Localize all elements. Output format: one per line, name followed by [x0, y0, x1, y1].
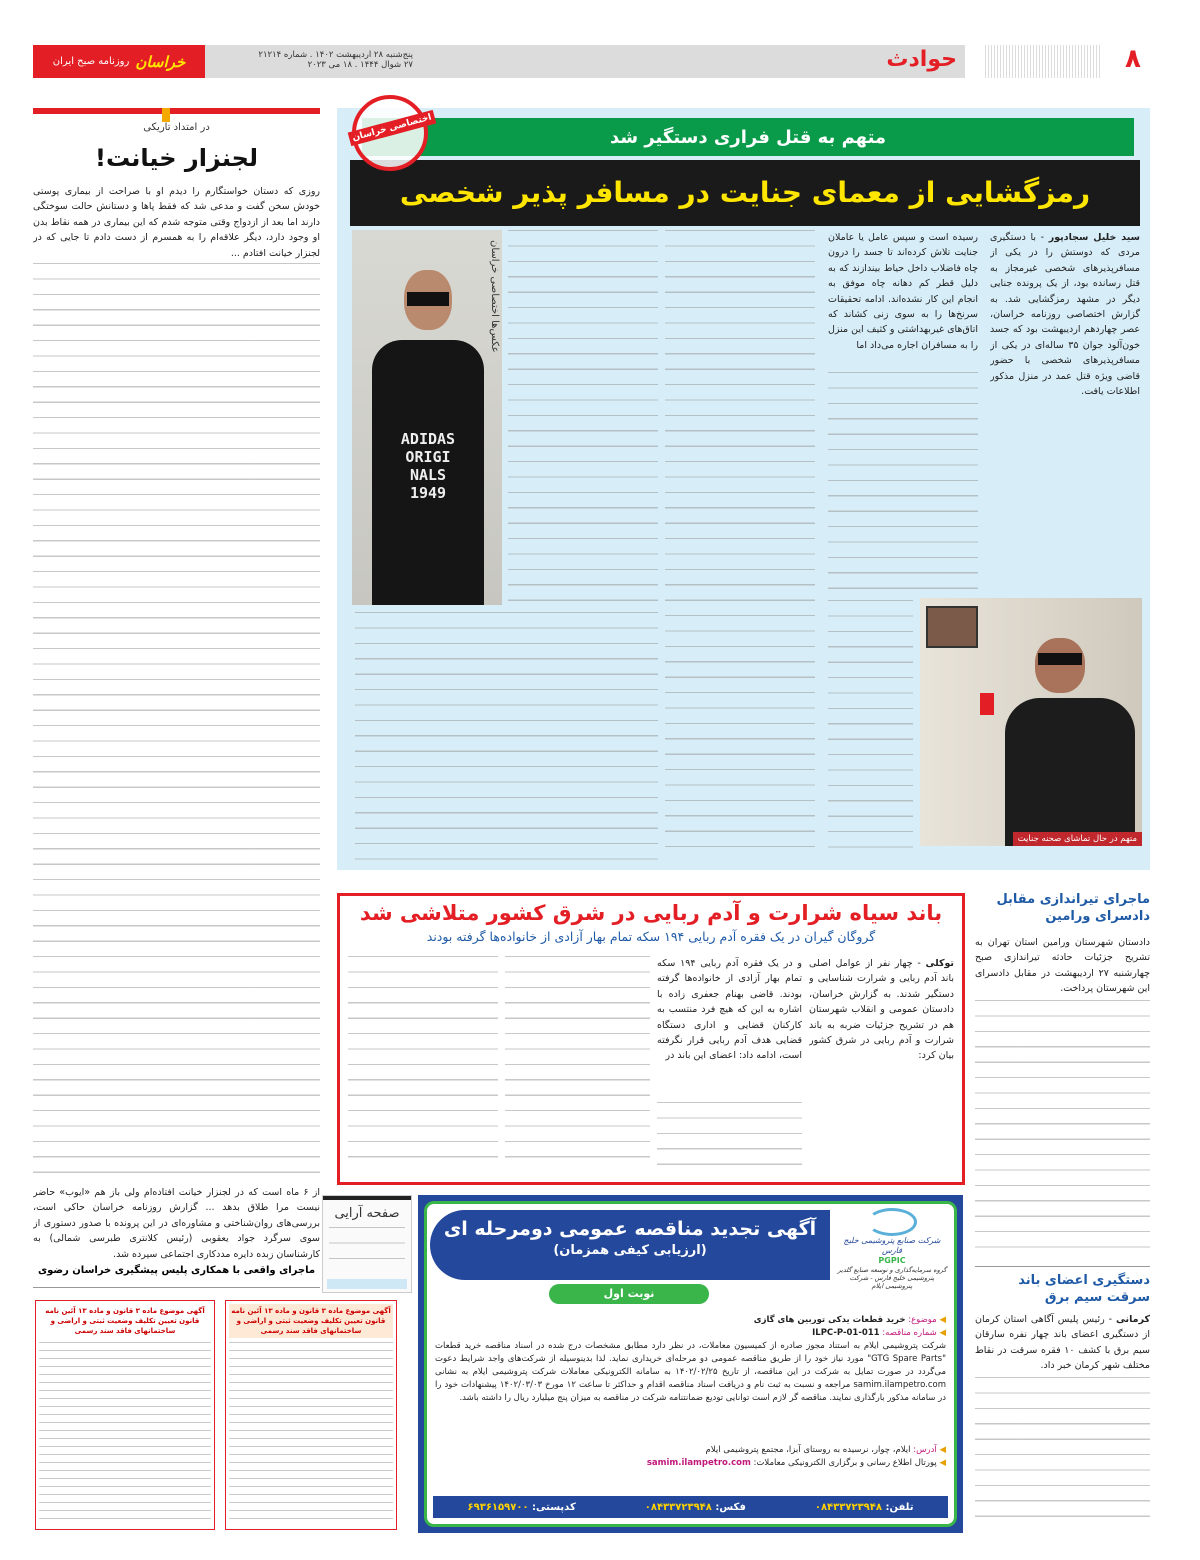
column-body: [33, 263, 320, 1178]
tender-title-banner: [430, 1210, 830, 1280]
side-story-lead: - رئیس پلیس آگاهی استان کرمان از دستگیری اعضای باند چهار نفره سارقان سیم برق با کشف ۱۰ فقره سرقت در نقاط مختلف شهر کرمان خبر داد.: [975, 1314, 1150, 1372]
portal-link[interactable]: samim.ilampetro.com: [646, 1458, 751, 1468]
tender-title: آگهی تجدید مناقصه عمومی دومرحله ای: [443, 1218, 817, 1240]
side-story-headline: ماجرای تیراندازی مقابل دادسرای ورامین: [996, 892, 1150, 924]
notice-title: آگهی موضوع ماده ۳ قانون و ماده ۱۳ آئین نامه قانون تعیین تکلیف وضعیت ثبتی و اراضی و ساختمانهای فاقد سند رسمی: [45, 1307, 205, 1335]
band-story-col3-body: [505, 956, 650, 1171]
main-story-lead: - با دستگیری مردی که دوستش را در یکی از مسافرپذیرهای شخصی غیرمجاز به قتل رسانده بود، از یک پرونده جنایی دیگر در مشهد رمزگشایی شد. به گزارش اختصاصی روزنامه خراسان، عصر چهاردهم اردیبهشت بود که جسد خون‌آلود جوان ۳۵ ساله‌ای در یکی از مسافرپذیرهای شخصی با حضور قاضی ویژه قتل عمد در منزل مذکور اطلاعات یافت.: [990, 232, 1140, 398]
column-headline: لجنزار خیانت!: [95, 144, 258, 172]
tender-number: ◀ شماره مناقصه: ILPC-P-01-011: [812, 1328, 946, 1338]
tender-contact-bar: [433, 1496, 948, 1518]
company-abbr: PGPIC: [878, 1256, 906, 1265]
band-story-col2-body: [657, 1102, 802, 1172]
band-story-col1: [809, 956, 954, 1172]
issue-date: پنج‌شنبه ۲۸ اردیبهشت ۱۴۰۲ . شماره ۲۱۲۱۴: [258, 50, 413, 60]
band-story-box: [337, 893, 965, 1185]
main-story-col2-tail: [828, 600, 913, 860]
main-story-col5-body: [355, 612, 658, 862]
crime-scene-photo: [920, 598, 1142, 846]
photo-credit: عکس‌ها اختصاصی خراسان: [489, 240, 500, 353]
company-logo: [836, 1208, 948, 1290]
newspaper-logo[interactable]: [33, 45, 205, 78]
column-rule-accent: [162, 108, 170, 122]
tender-subtitle: (ارزیابی کیفی همزمان): [553, 1243, 707, 1258]
tender-phone: تلفن: ۰۸۴۳۳۷۲۳۹۴۸: [814, 1501, 914, 1513]
byline: سید خلیل سجادپور: [1048, 232, 1140, 243]
legal-notice-1[interactable]: [225, 1300, 397, 1530]
main-story-col2-body: [828, 372, 978, 592]
byline: کرمانی: [1115, 1314, 1150, 1325]
tagline: روزنامه صبح ایران: [52, 56, 130, 67]
side-story-lead-wrap: [975, 1312, 1150, 1374]
tender-subject: ◀ موضوع: خرید قطعات یدکی توربین های گازی: [753, 1315, 946, 1325]
exclusive-stamp: [351, 95, 433, 171]
side-story-lead: دادستان شهرستان ورامین استان تهران به تشریح جزئیات حادثه تیراندازی صبح چهارشنبه ۲۷ اردیبهشت در مقابل دادسرای این شهرستان پرداخت.: [975, 937, 1150, 995]
logo-text: خراسان: [135, 52, 186, 71]
tender-address: ◀ آدرس: ایلام، چوار، نرسیده به روستای آبزا، مجتمع پتروشیمی ایلام: [705, 1445, 946, 1455]
column-lead: روزی که دستان خواستگارم را دیدم او با صراحت از بیماری پوستی خودش سخن گفت و مدعی شد که فقط پاها و دستانش حالت سوختگی دارند اما بعد از ازدواج وقتی متوجه شدم که این بیماری در همه نقاط بدن او وجود دارد، دیگر علاقه‌ام را به همسرم از دست دادم تا جایی که در لجنزار خیانت افتادم ...: [33, 186, 320, 259]
layout-credit-box: [322, 1195, 412, 1293]
face-blur-bar: [1038, 653, 1082, 665]
band-story-headline: باند سیاه شرارت و آدم ربایی در شرق کشور متلاشی شد: [359, 901, 943, 925]
main-story-col2: رسیده است و سپس عامل یا عاملان جنایت تلاش کرده‌اند تا جسد را درون چاه فاضلاب داخل حیاط بیندازند که به دلیل قطر کم دهانه چاه موفق به انجام این کار نشده‌اند. ادامه تحقیقات سرنخ‌ها را به سوی زنی کشاند که اتاق‌های غیربهداشتی و کثیف این منزل را به مسافران اجاره می‌داد اما: [828, 232, 978, 351]
page-number: ۸: [1125, 44, 1141, 74]
band-story-col2: و در یک فقره آدم ربایی ۱۹۴ سکه تمام بهار آزادی از خانواده‌ها گرفته بودند. قاضی بهنام جعفری زاده با اشاره به این که هیچ فرد منتسب به کارکنان قضایی و اداری دستگاه قضایی هدف آدم ربایی قرار نگرفته است، ادامه داد: اعضای این باند در: [657, 958, 802, 1062]
column-credit: ماجرای واقعی با همکاری پلیس پیشگیری خراسان رضوی: [37, 1265, 316, 1276]
section-title: حوادث: [886, 47, 957, 72]
main-story-kicker-bar: [362, 118, 1134, 156]
side-story-body: [975, 1377, 1150, 1530]
photo-caption: متهم در حال تماشای صحنه جنایت: [1013, 832, 1142, 846]
suspect-photo: ADIDAS ORIGI NALS 1949: [352, 230, 502, 605]
side-story-headline: دستگیری اعضای باند سرقت سیم برق: [1018, 1273, 1150, 1305]
exclusive-badge: اختصاصی خراسان: [348, 110, 437, 146]
divider: [975, 1266, 1150, 1267]
band-story-subhead: گروگان گیران در یک فقره آدم ربایی ۱۹۴ سکه تمام بهار آزادی از خانواده‌ها گرفته بودند: [426, 929, 876, 944]
layout-credit-title: صفحه آرایی: [334, 1206, 400, 1221]
side-story-body: [975, 1000, 1150, 1255]
band-story-col4-body: [348, 956, 498, 1171]
company-name: شرکت صنایع پتروشیمی خلیج فارس: [843, 1236, 941, 1255]
notice-title: آگهی موضوع ماده ۳ قانون و ماده ۱۳ آئین نامه قانون تعیین تکلیف وضعیت ثبتی و اراضی و ساختمانهای فاقد سند رسمی: [229, 1304, 393, 1338]
main-story-kicker: متهم به قتل فراری دستگیر شد: [609, 126, 887, 148]
header-bar: [205, 45, 965, 78]
legal-notice-2[interactable]: [35, 1300, 215, 1530]
main-story-col4-body: [508, 230, 658, 605]
tender-portal: ◀ پورتال اطلاع رسانی و برگزاری الکترونیکی معاملات: samim.ilampetro.com: [646, 1458, 946, 1468]
main-story-col3-body: [665, 230, 815, 860]
issue-date-alt: ۲۷ شوال ۱۴۴۴ . ۱۸ می ۲۰۲۳: [307, 60, 413, 70]
tender-advertisement[interactable]: [418, 1195, 963, 1533]
company-group: گروه سرمایه‌گذاری و توسعه صنایع گلدیر پتروشیمی خلیج فارس - شرکت پتروشیمی ایلام: [837, 1266, 947, 1290]
main-story-headline: رمزگشایی از معمای جنایت در مسافر پذیر شخصی: [399, 176, 1091, 209]
tender-body: شرکت پتروشیمی ایلام به استناد مجوز صادره از کمیسیون معاملات، در نظر دارد مطابق مشخصات درج شده در اسناد مناقصه خرید قطعات "GTG Spare Parts" مورد نیاز خود را از طریق مناقصه عمومی دو مرحله‌ای خریداری نماید. لذا بدینوسیله از شرکت‌های واجد شرایط دعوت می‌گردد در صورت تمایل به شرکت در این مناقصه، از تاریخ ۱۴۰۲/۰۲/۲۵ به سامانه الکترونیکی معاملات شرکت پتروشیمی ایلام به نشانی samim.ilampetro.com مراجعه و نسبت به ثبت نام و دریافت اسناد مناقصه اقدام و حداکثر تا ساعت ۱۲ مورخ ۱۴۰۲/۰۳/۰۳ پیشنهادات خود را در سامانه مذکور بارگذاری نمایند. مناقصه گر لازم است توانایی تودیع ضمانتنامه شرکت در مناقصه به میزان پنج میلیارد ریال را داشته باشد.: [435, 1341, 946, 1403]
column-rule: [33, 108, 320, 114]
tender-fax: فکس: ۰۸۴۳۳۷۲۳۹۴۸: [644, 1501, 746, 1513]
tender-round: نوبت اول: [549, 1284, 709, 1304]
column-kicker: در امتداد تاریکی: [143, 122, 210, 133]
header-pattern: [985, 45, 1100, 78]
tender-postal: کدپستی: ۶۹۳۶۱۵۹۷۰۰: [467, 1501, 576, 1513]
main-story-headline-bar: [350, 160, 1140, 226]
byline: توکلی: [925, 958, 954, 969]
main-story-col1: [990, 230, 1140, 584]
face-blur-bar: [407, 292, 449, 306]
divider: [33, 1287, 320, 1288]
column-ending: از ۶ ماه است که در لجنزار خیانت افتاده‌ام ولی باز هم «ایوب» حاضر نیست مرا طلاق بدهد ... گزارش روزنامه خراسان حاکی است، بررسی‌های روان‌شناختی و مشاوره‌ای در این پرونده با صدور دستوری از سوی سرگرد جواد یعقوبی (رئیس کلانتری طبرسی شمالی) به کارشناسان زبده دایره مددکاری اجتماعی سپرده شد.: [33, 1187, 320, 1260]
band-story-lead: - چهار نفر از عوامل اصلی باند آدم ربایی و شرارت شناسایی و دستگیر شدند. به گزارش خراسان، دادستان عمومی و انقلاب شهرستان هم در تشریح جزئیات ضربه به باند شرارت و آدم ربایی در شرق کشور بیان کرد:: [809, 958, 954, 1062]
